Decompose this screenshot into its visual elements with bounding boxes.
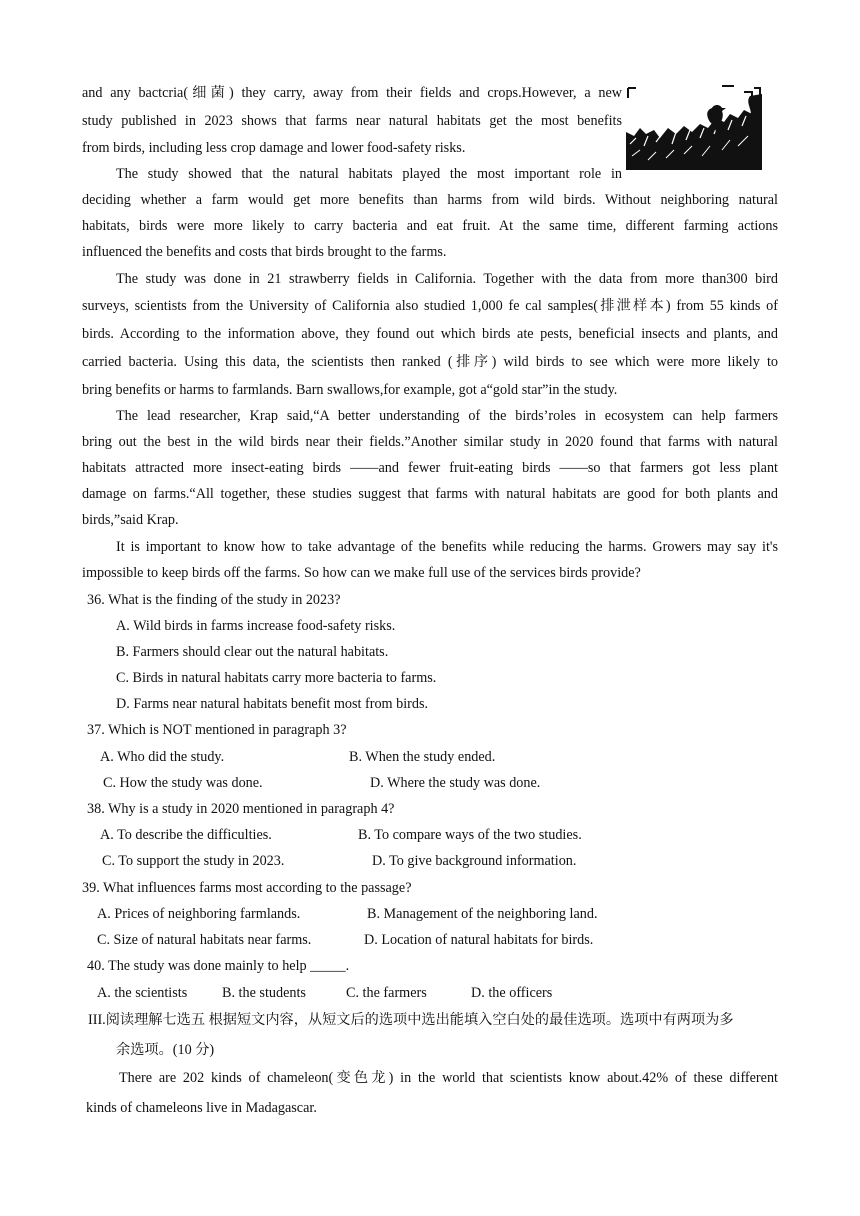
passage-line-19: impossible to keep birds off the farms. So how can we make full use of the services birds provide? [82, 565, 641, 581]
question-38-option-c[interactable]: C. To support the study in 2023. [102, 853, 285, 869]
section-3-para-line-1: There are 202 kinds of chameleon(变色龙) in the world that scientists know about.42% of these different [119, 1070, 778, 1086]
passage-line-14: bring out the best in the wild birds near their fields.”Another similar study in 2020 found that farms with natural [82, 434, 778, 450]
passage-line-12: bring benefits or harms to farmlands. Barn swallows,for example, got a“gold star”in the study. [82, 382, 618, 398]
question-36-option-c[interactable]: C. Birds in natural habitats carry more bacteria to farms. [116, 670, 437, 686]
question-39-option-b[interactable]: B. Management of the neighboring land. [367, 906, 598, 922]
passage-line-8: The study was done in 21 strawberry fields in California. Together with the data from more than300 bird [116, 271, 778, 287]
question-39-option-a[interactable]: A. Prices of neighboring farmlands. [97, 906, 301, 922]
passage-line-16: damage on farms.“All together, these studies suggest that farms with natural habitats are good for both plants and [82, 486, 778, 502]
passage-line-5: deciding whether a farm would get more benefits than harms from wild birds. Without neighboring natural [82, 192, 778, 208]
question-38-stem: 38. Why is a study in 2020 mentioned in paragraph 4? [87, 801, 395, 817]
passage-line-10: birds. According to the information above, they found out which birds ate pests, beneficial insects and plants, and [82, 326, 778, 342]
question-40-stem: 40. The study was done mainly to help _____. [87, 958, 350, 974]
question-39-option-c[interactable]: C. Size of natural habitats near farms. [97, 932, 312, 948]
passage-line-18: It is important to know how to take advantage of the benefits while reducing the harms. Growers may say it's [116, 539, 778, 555]
passage-line-17: birds,”said Krap. [82, 512, 179, 528]
question-38-option-a[interactable]: A. To describe the difficulties. [100, 827, 272, 843]
passage-line-7: influenced the benefits and costs that birds brought to the farms. [82, 244, 447, 260]
question-37-option-a[interactable]: A. Who did the study. [100, 749, 225, 765]
passage-line-1: and any bactcria(细菌) they carry, away from their fields and crops.However, a new [82, 85, 622, 101]
question-39-stem: 39. What influences farms most according to the passage? [82, 880, 412, 896]
question-40-option-d[interactable]: D. the officers [471, 985, 553, 1001]
question-37-stem: 37. Which is NOT mentioned in paragraph 3? [87, 722, 347, 738]
question-40-option-c[interactable]: C. the farmers [346, 985, 427, 1001]
bird-on-branch-illustration [626, 84, 762, 170]
section-3-heading: III.阅读理解七选五 根据短文内容，从短文后的选项中选出能填入空白处的最佳选项。选项中有两项为多 [88, 1012, 734, 1028]
section-3-heading-cont: 余选项。(10 分) [116, 1042, 215, 1058]
question-37-option-d[interactable]: D. Where the study was done. [370, 775, 541, 791]
passage-line-13: The lead researcher, Krap said,“A better understanding of the birds’roles in ecosystem can help farmers [116, 408, 778, 424]
question-37-option-c[interactable]: C. How the study was done. [103, 775, 263, 791]
question-36-option-d[interactable]: D. Farms near natural habitats benefit most from birds. [116, 696, 429, 712]
question-38-option-d[interactable]: D. To give background information. [372, 853, 577, 869]
question-39-option-d[interactable]: D. Location of natural habitats for birds. [364, 932, 594, 948]
question-40-option-a[interactable]: A. the scientists [97, 985, 188, 1001]
passage-line-15: habitats attracted more insect-eating birds ——and fewer fruit-eating birds ——so that farmers got less plant [82, 460, 778, 476]
question-36-option-b[interactable]: B. Farmers should clear out the natural habitats. [116, 644, 389, 660]
passage-line-4: The study showed that the natural habitats played the most important role in [116, 166, 622, 182]
question-36-stem: 36. What is the finding of the study in 2023? [87, 592, 341, 608]
question-36-option-a[interactable]: A. Wild birds in farms increase food-safety risks. [116, 618, 396, 634]
passage-line-3: from birds, including less crop damage and lower food-safety risks. [82, 140, 466, 156]
section-3-para-line-2: kinds of chameleons live in Madagascar. [86, 1100, 317, 1116]
question-37-option-b[interactable]: B. When the study ended. [349, 749, 496, 765]
passage-line-6: habitats, birds were more likely to carry bacteria and eat fruit. At the same time, different farming actions [82, 218, 778, 234]
passage-line-2: study published in 2023 shows that farms near natural habitats get the most benefits [82, 113, 622, 129]
question-38-option-b[interactable]: B. To compare ways of the two studies. [358, 827, 582, 843]
question-40-option-b[interactable]: B. the students [222, 985, 306, 1001]
passage-line-11: carried bacteria. Using this data, the scientists then ranked (排序) wild birds to see which were more likely to [82, 354, 778, 370]
passage-line-9: surveys, scientists from the University of California also studied 1,000 fe cal samples(排泄样本) from 55 kinds of [82, 298, 778, 314]
